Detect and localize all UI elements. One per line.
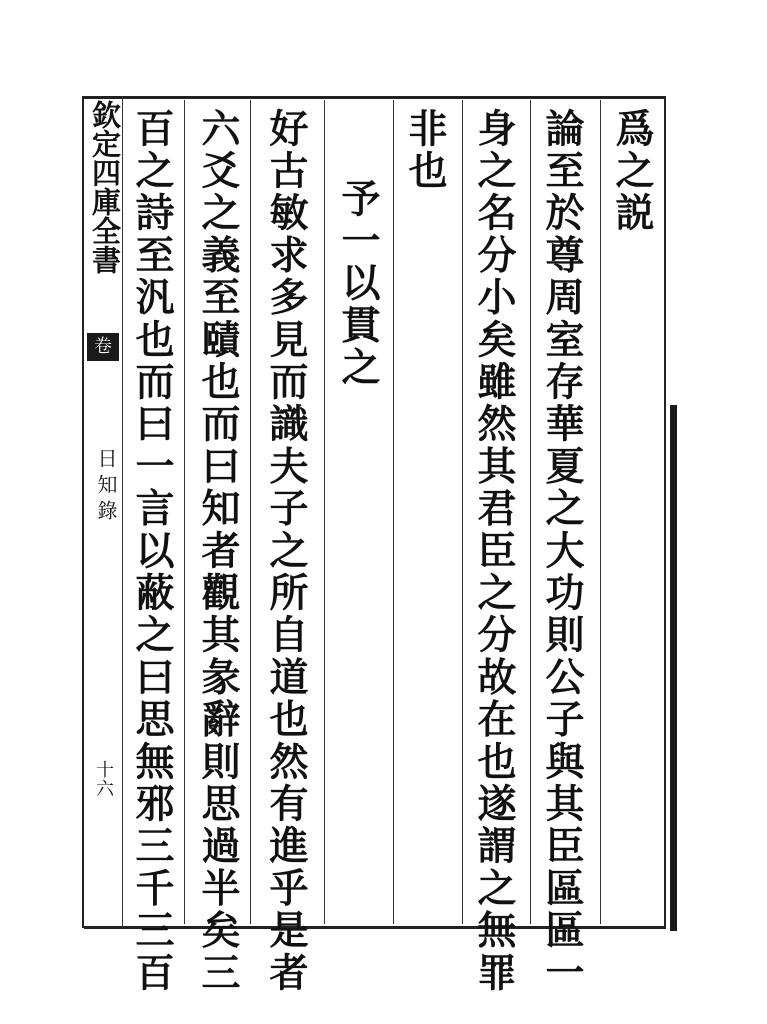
margin-divider: [122, 96, 123, 928]
text-column-1: 爲之説: [609, 108, 655, 235]
text-column-6: 好古敏求多見而識夫子之所自道也然有進乎是者: [263, 108, 309, 995]
column-rule: [184, 100, 185, 924]
frame-left-border: [82, 96, 84, 928]
text-column-5-heading: 予一以貫之: [335, 178, 381, 389]
frame-right-border: [664, 96, 666, 928]
text-column-7: 六爻之義至賾也而曰知者觀其彖辭則思過半矣三: [195, 108, 241, 995]
margin-page-number: 十六: [93, 760, 114, 798]
text-column-8: 百之詩至汎也而曰一言以蔽之曰思無邪三千三百: [129, 108, 175, 995]
column-rule: [250, 100, 251, 924]
column-rule: [462, 100, 463, 924]
text-column-2: 論至於尊周室存華夏之大功則公子與其臣區區一: [539, 108, 585, 995]
column-rule: [324, 100, 325, 924]
column-rule: [600, 100, 601, 924]
margin-book-title: 日知錄: [94, 448, 118, 526]
column-rule: [530, 100, 531, 924]
text-column-4: 非也: [402, 108, 448, 193]
margin-volume-box: 卷: [87, 333, 119, 361]
margin-collection-title: 欽定四庫全書: [88, 100, 122, 274]
frame-top-border: [84, 96, 666, 99]
text-column-3: 身之名分小矣雖然其君臣之分故在也遂謂之無罪: [471, 108, 517, 995]
column-rule: [393, 100, 394, 924]
frame-right-thick-edge: [670, 405, 677, 931]
